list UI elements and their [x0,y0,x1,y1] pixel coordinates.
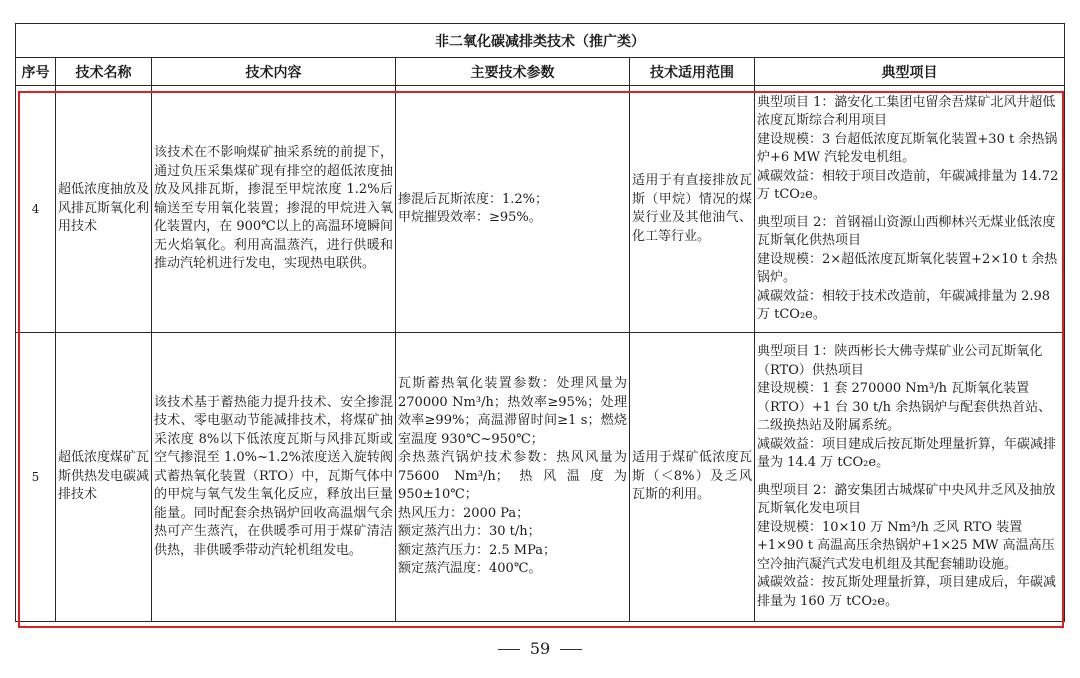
project-scale: 建设规模：1 套 270000 Nm³/h 瓦斯氧化装置（RTO）+1 台 30 t/h 余热锅炉与配套供热首站、二级换热站及附属系统。 [757,381,1052,433]
tech-name: 超低浓度煤矿瓦斯供热发电碳减排技术 [58,450,150,503]
project-benefit: 减碳效益：按瓦斯处理量折算，项目建成后，年碳减排量为 160 万 tCO₂e。 [757,575,1057,609]
tech-scope: 适用于煤矿低浓度瓦斯（＜8%）及乏风瓦斯的利用。 [632,450,752,503]
header-scope: 技术适用范围 [630,58,755,86]
project-title: 典型项目 2：潞安集团古城煤矿中央风井乏风及抽放瓦斯氧化发电项目 [757,482,1056,516]
param-line: 额定蒸汽温度：400℃。 [398,561,542,577]
page-number: 59 [529,639,551,658]
header-row [16,58,1065,86]
param-line: 热风压力：2000 Pa； [398,505,530,521]
header-content: 技术内容 [152,58,396,86]
tech-params-cell [396,333,630,622]
param-line: 甲烷摧毁效率：≥95%。 [398,210,542,225]
header-projects: 典型项目 [755,58,1065,86]
tech-content-cell [152,333,396,622]
row-seq: 4 [16,86,56,333]
param-line: 额定蒸汽压力：2.5 MPa； [398,542,557,558]
project-scale: 建设规模：10×10 万 Nm³/h 乏风 RTO 装置+1×90 t 高温高压余热锅炉+1×25 MW 高温高压空冷抽汽凝汽式发电机组及其配套辅助设施。 [757,519,1055,572]
table-row [16,86,1065,333]
tech-name: 超低浓度抽放及风排瓦斯氧化利用技术 [58,182,150,235]
project-benefit: 减碳效益：相较于技术改造前，年碳减排量为 2.98 万 tCO₂e。 [757,288,1051,322]
projects-cell [755,86,1065,333]
tech-name-cell [56,86,152,333]
project-title: 典型项目 2：首钢福山资源山西柳林兴无煤业低浓度瓦斯氧化供热项目 [757,214,1056,248]
page-footer [0,639,1080,658]
tech-table [15,23,1065,622]
table-row [16,333,1065,622]
tech-params-cell [396,86,630,333]
footer-dash-right [560,649,582,650]
project-scale: 建设规模：3 台超低浓度瓦斯氧化装置+30 t 余热锅炉+6 MW 汽轮发电机组。 [757,131,1058,165]
param-line: 掺混后瓦斯浓度：1.2%； [398,191,549,207]
tech-content: 该技术基于蓄热能力提升技术、安全掺混技术、零电驱动节能减排技术，将煤矿抽采浓度 8%以下低浓度瓦斯与风排瓦斯或空气掺混至 1.0%~1.2%浓度送入旋转阀式蓄热氧化装置（RTO）中，瓦斯气体中的甲烷与氧气发生氧化反应，释放出巨量能量。同时配套余热锅炉回收高温烟气余热可产生蒸汽，在供暖季可用于煤矿清洁供热，非供暖季带动汽轮机组发电。 [154,394,393,558]
project-title: 典型项目 1：潞安化工集团屯留余吾煤矿北风井超低浓度瓦斯综合利用项目 [757,94,1056,128]
footer-dash-left [498,649,520,650]
project-scale: 建设规模：2×超低浓度瓦斯氧化装置+2×10 t 余热锅炉。 [757,251,1058,285]
table-title: 非二氧化碳减排类技术（推广类） [16,24,1065,58]
tech-scope-cell [630,86,755,333]
header-name: 技术名称 [56,58,152,86]
projects-cell [755,333,1065,622]
param-line: 额定蒸汽出力：30 t/h； [398,524,541,540]
param-line: 瓦斯蓄热氧化装置参数：处理风量为 270000 Nm³/h；热效率≥95%；处理效率≥99%；高温滞留时间≥1 s；燃烧室温度 930℃~950℃； [398,376,627,447]
tech-scope-cell [630,333,755,622]
project-title: 典型项目 1：陕西彬长大佛寺煤矿业公司瓦斯氧化（RTO）供热项目 [757,344,1043,378]
tech-content: 该技术在不影响煤矿抽采系统的前提下，通过负压采集煤矿现有排空的超低浓度抽放及风排瓦斯，掺混至甲烷浓度 1.2%后输送至专用氧化装置；掺混的甲烷进入氧化装置内，在 900℃以上的高温环境瞬间无火焰氧化。利用高温蒸汽，进行供暖和推动汽轮机进行发电，实现热电联供。 [154,145,393,272]
row-seq: 5 [16,333,56,622]
tech-name-cell [56,333,152,622]
param-line: 余热蒸汽锅炉技术参数：热风风量为 75600 Nm³/h；热风温度为 950±10℃； [398,450,627,503]
tech-content-cell [152,86,396,333]
tech-scope: 适用于有直接排放瓦斯（甲烷）情况的煤炭行业及其他油气、化工等行业。 [632,173,752,244]
header-params: 主要技术参数 [396,58,630,86]
project-benefit: 减碳效益：项目建成后按瓦斯处理量折算，年碳减排量为 14.4 万 tCO₂e。 [757,436,1057,470]
project-benefit: 减碳效益：相较于项目改造前，年碳减排量为 14.72 万 tCO₂e。 [757,168,1059,202]
header-seq: 序号 [16,58,56,86]
